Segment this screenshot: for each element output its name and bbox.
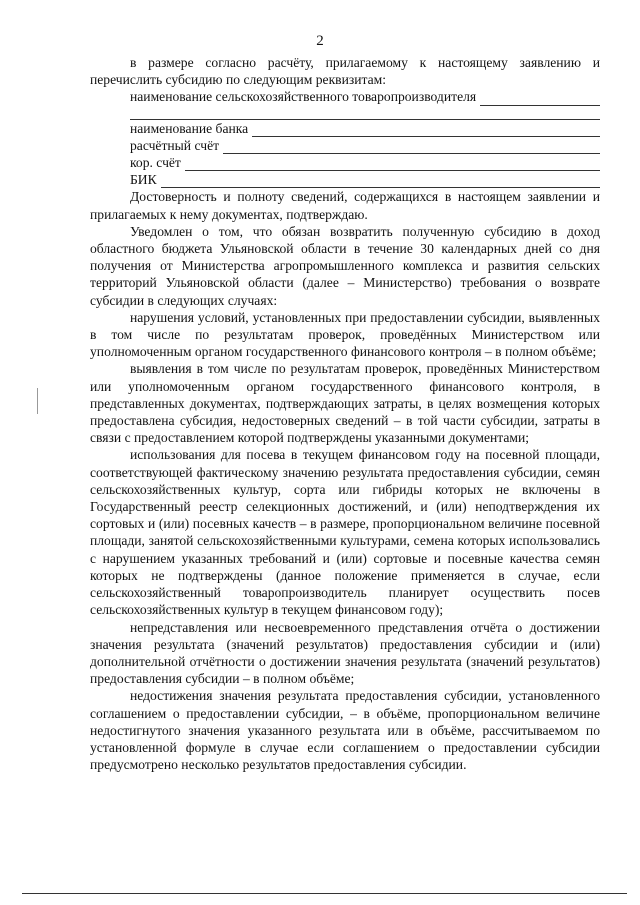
field-corr-account (90, 154, 600, 171)
field-bank-name (90, 120, 600, 137)
field-settlement-account (90, 137, 600, 154)
field-label: наименование сельскохозяйственного товаропроизводителя (130, 89, 477, 105)
paragraph-case-false-info: выявления в том числе по результатам проверок, проведённых Министерством или уполномоченным органом государственного финансового контроля, в представленных документах, подтверждающих затраты, в целях возмещения которых предоставлена субсидия, недостоверных сведений – в той части субсидии, затраты в связи с предоставлением которой подтверждены указанными документами; (90, 361, 600, 446)
fill-line (480, 93, 600, 106)
fill-line (223, 141, 600, 154)
paragraph-case-seeds: использования для посева в текущем финансовом году на посевной площади, соответствующей фактическому значению результата предоставления субсидии, семян сельскохозяйственных культур, сорта или гибриды которых не включены в Государственный реестр селекционных достижений, и (или) неподтверждения их сортовых и (или) посевных качеств – в размере, пропорциональном величине посевной площади, занятой сельскохозяйственными культурами, семена которых использовались с нарушением указанных требований и (или) сортовые и посевные качества семян которых не подтверждены (данное положение применяется в случае, если сельскохозяйственный товаропроизводитель планирует осуществить посев сельскохозяйственных культур в текущем финансовом году); (90, 447, 600, 618)
field-bik (90, 171, 600, 188)
bottom-rule (22, 893, 627, 894)
paragraph-case-violation: нарушения условий, установленных при предоставлении субсидии, выявленных в том числе по результатам проверок, проведённых Министерством или уполномоченным органом государственного финансового контроля – в полном объёме; (90, 309, 600, 360)
scan-margin-mark (37, 388, 38, 414)
fill-line (252, 124, 600, 137)
field-label: расчётный счёт (130, 137, 220, 153)
field-producer-name (90, 88, 600, 105)
fill-line-continuation (130, 106, 600, 120)
paragraph-confirmation: Достоверность и полноту сведений, содержащихся в настоящем заявлении и прилагаемых к нему документах, подтверждаю. (90, 189, 600, 222)
fill-line (185, 158, 600, 171)
paragraph-case-not-achieved: недостижения значения результата предоставления субсидии, установленного соглашением о предоставлении субсидии, – в объёме, пропорциональном величине недостигнутого значения указанного результата или в объёме, рассчитываемом по установленной формуле в случае если соглашением о предоставлении субсидии предусмотрено несколько результатов предоставления субсидии. (90, 688, 600, 773)
field-label: наименование банка (130, 120, 249, 136)
field-label: кор. счёт (130, 155, 181, 171)
paragraph-refund-notice: Уведомлен о том, что обязан возвратить полученную субсидию в доход областного бюджета Ульяновской области в течение 30 календарных дней со дня получения от Министерства агропромышленного комплекса и развития сельских территорий Ульяновской области (далее – Министерство) требования о возврате субсидии в следующих случаях: (90, 223, 600, 308)
fill-line (161, 175, 600, 188)
field-label: БИК (130, 172, 157, 188)
page-number: 2 (316, 33, 324, 49)
document-body (90, 54, 600, 773)
intro-paragraph: в размере согласно расчёту, прилагаемому к настоящему заявлению и перечислить субсидию по следующим реквизитам: (90, 55, 600, 88)
paragraph-case-no-report: непредставления или несвоевременного представления отчёта о достижении значения результата (значений результатов) предоставления субсидии и (или) дополнительной отчётности о достижении значения результата (значений результатов) предоставления субсидии – в полном объёме; (90, 619, 600, 687)
